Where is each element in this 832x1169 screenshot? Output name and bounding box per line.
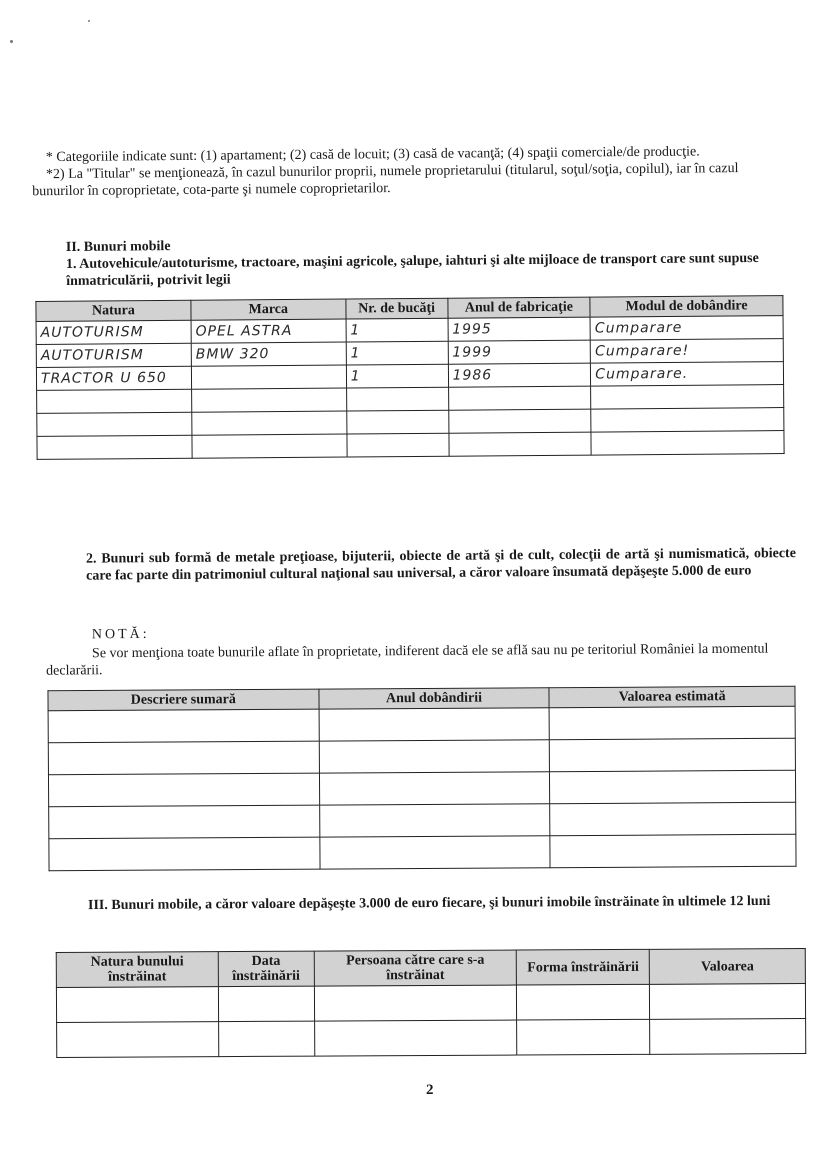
empty-cell [448, 386, 591, 410]
column-header: Anul de fabricaţie [447, 297, 590, 318]
empty-cell [56, 987, 218, 1023]
section-mobile [36, 233, 786, 291]
column-header: Marca [191, 299, 346, 320]
column-header: Natura [36, 300, 191, 321]
empty-cell [591, 431, 784, 456]
table-row [49, 802, 796, 839]
empty-cell [37, 435, 192, 459]
table-row [48, 738, 795, 775]
table-row [57, 1019, 806, 1058]
empty-cell [347, 410, 449, 434]
section-heading: II. Bunuri mobile [65, 239, 171, 256]
section-instrainate-text: III. Bunuri mobile, a căror valoare depăşeşte 3.000 de euro fiecare, şi bunuri imobile înstrăinate în ultimele 12 luni [87, 893, 771, 914]
empty-cell [319, 708, 550, 741]
vehicles-table [35, 295, 784, 460]
handwritten-cell: 1 [346, 341, 448, 365]
empty-cell [319, 772, 550, 805]
column-header: Descriere sumară [48, 689, 319, 711]
empty-cell [550, 770, 796, 804]
column-header: Valoarea [649, 949, 805, 985]
handwritten-cell: Cumparare. [591, 362, 784, 387]
empty-cell [57, 1022, 219, 1058]
handwritten-cell: 1 [346, 318, 448, 342]
section-instrainate [54, 893, 806, 915]
column-header: Forma înstrăinării [517, 949, 650, 985]
valuables-table [47, 686, 796, 872]
empty-cell [517, 984, 650, 1020]
empty-cell [48, 741, 319, 775]
empty-cell [550, 834, 796, 868]
handwritten-cell: 1995 [448, 317, 591, 341]
column-header: Modul de dobândire [590, 296, 783, 318]
table-row [56, 984, 805, 1023]
empty-cell [192, 411, 347, 435]
section-valori [46, 545, 796, 585]
column-header: Valoarea estimată [549, 686, 795, 708]
empty-cell [448, 409, 591, 433]
empty-cell [448, 432, 591, 456]
section-valori-text: 2. Bunuri sub formă de metale preţioase, bijuterii, obiecte de artă şi de cult, colecţii de artă şi numismatică, obiecte care fac parte din patrimoniul cultural naţional sau universal, a căror valoare însumată depăşeşte 5.000 de euro [85, 546, 796, 584]
handwritten-cell: OPEL ASTRA [191, 319, 346, 343]
handwritten-cell: 1 [346, 364, 448, 388]
empty-cell [192, 388, 347, 412]
empty-cell [550, 802, 796, 836]
column-header: Persoana către care s-a înstrăinat [314, 950, 517, 986]
footnote-titular: *2) La "Titular" se menţionează, în cazul bunurilor proprii, numele proprietarului (titularul, soţul/soţia, copilul), iar în cazul bunurilor în coproprietate, cota-parte şi numele coproprietarilor. [32, 161, 739, 200]
table-row [49, 834, 796, 871]
empty-cell [517, 1019, 650, 1055]
footnotes [32, 143, 777, 200]
empty-cell [49, 805, 320, 839]
column-header: Natura bunului înstrăinat [56, 952, 218, 988]
handwritten-cell: Cumparare! [590, 339, 783, 364]
empty-cell [319, 740, 550, 773]
handwritten-cell: Cumparare [590, 316, 783, 341]
empty-cell [218, 1021, 314, 1057]
empty-cell [550, 738, 796, 772]
table-row [48, 706, 795, 743]
empty-cell [48, 773, 319, 807]
handwritten-cell: 1986 [448, 363, 591, 387]
empty-cell [347, 433, 449, 457]
section-subheading: 1. Autovehicule/autoturisme, tractoare, maşini agricole, şalupe, iahturi şi alte mijloace de transport care sunt supuse înmatriculării, potrivit legii [65, 250, 759, 290]
empty-cell [346, 387, 448, 411]
empty-cell [49, 837, 320, 871]
alienated-table [56, 948, 807, 1058]
empty-cell [591, 408, 784, 433]
empty-cell [37, 389, 192, 413]
handwritten-cell: BMW 320 [191, 342, 346, 366]
footnote-categorii: * Categoriile indicate sunt: (1) apartament; (2) casă de locuit; (3) casă de vacanţă; (4) spaţii comerciale/de producţie. [45, 144, 700, 166]
column-header: Nr. de bucăţi [346, 298, 448, 319]
handwritten-cell: AUTOTURISM [36, 343, 191, 367]
column-header: Anul dobândirii [319, 688, 550, 709]
empty-cell [314, 1020, 517, 1056]
empty-cell [319, 836, 550, 869]
empty-cell [48, 709, 319, 743]
table-row [37, 431, 784, 460]
empty-cell [319, 804, 550, 837]
empty-cell [591, 385, 784, 410]
nota-text: Se vor menţiona toate bunurile aflate în proprietate, indiferent dacă ele se află sau nu pe teritoriul României la momentul declarării. [46, 641, 769, 679]
page-number: 2 [426, 1082, 434, 1098]
empty-cell [549, 706, 795, 740]
nota-label: NOTĂ: [91, 626, 150, 643]
table-header-row [56, 949, 805, 988]
empty-cell [650, 1019, 806, 1055]
empty-cell [314, 985, 517, 1021]
empty-cell [37, 412, 192, 436]
handwritten-cell: AUTOTURISM [36, 320, 191, 344]
table-row [48, 770, 795, 807]
empty-cell [650, 984, 806, 1020]
empty-cell [192, 434, 347, 458]
handwritten-cell [191, 365, 346, 389]
empty-cell [218, 986, 314, 1022]
column-header: Data înstrăinării [218, 951, 314, 987]
handwritten-cell: 1999 [448, 340, 591, 364]
nota-block [46, 621, 798, 679]
scan-speck [88, 20, 90, 22]
scan-speck [10, 40, 13, 43]
handwritten-cell: TRACTOR U 650 [36, 366, 191, 390]
